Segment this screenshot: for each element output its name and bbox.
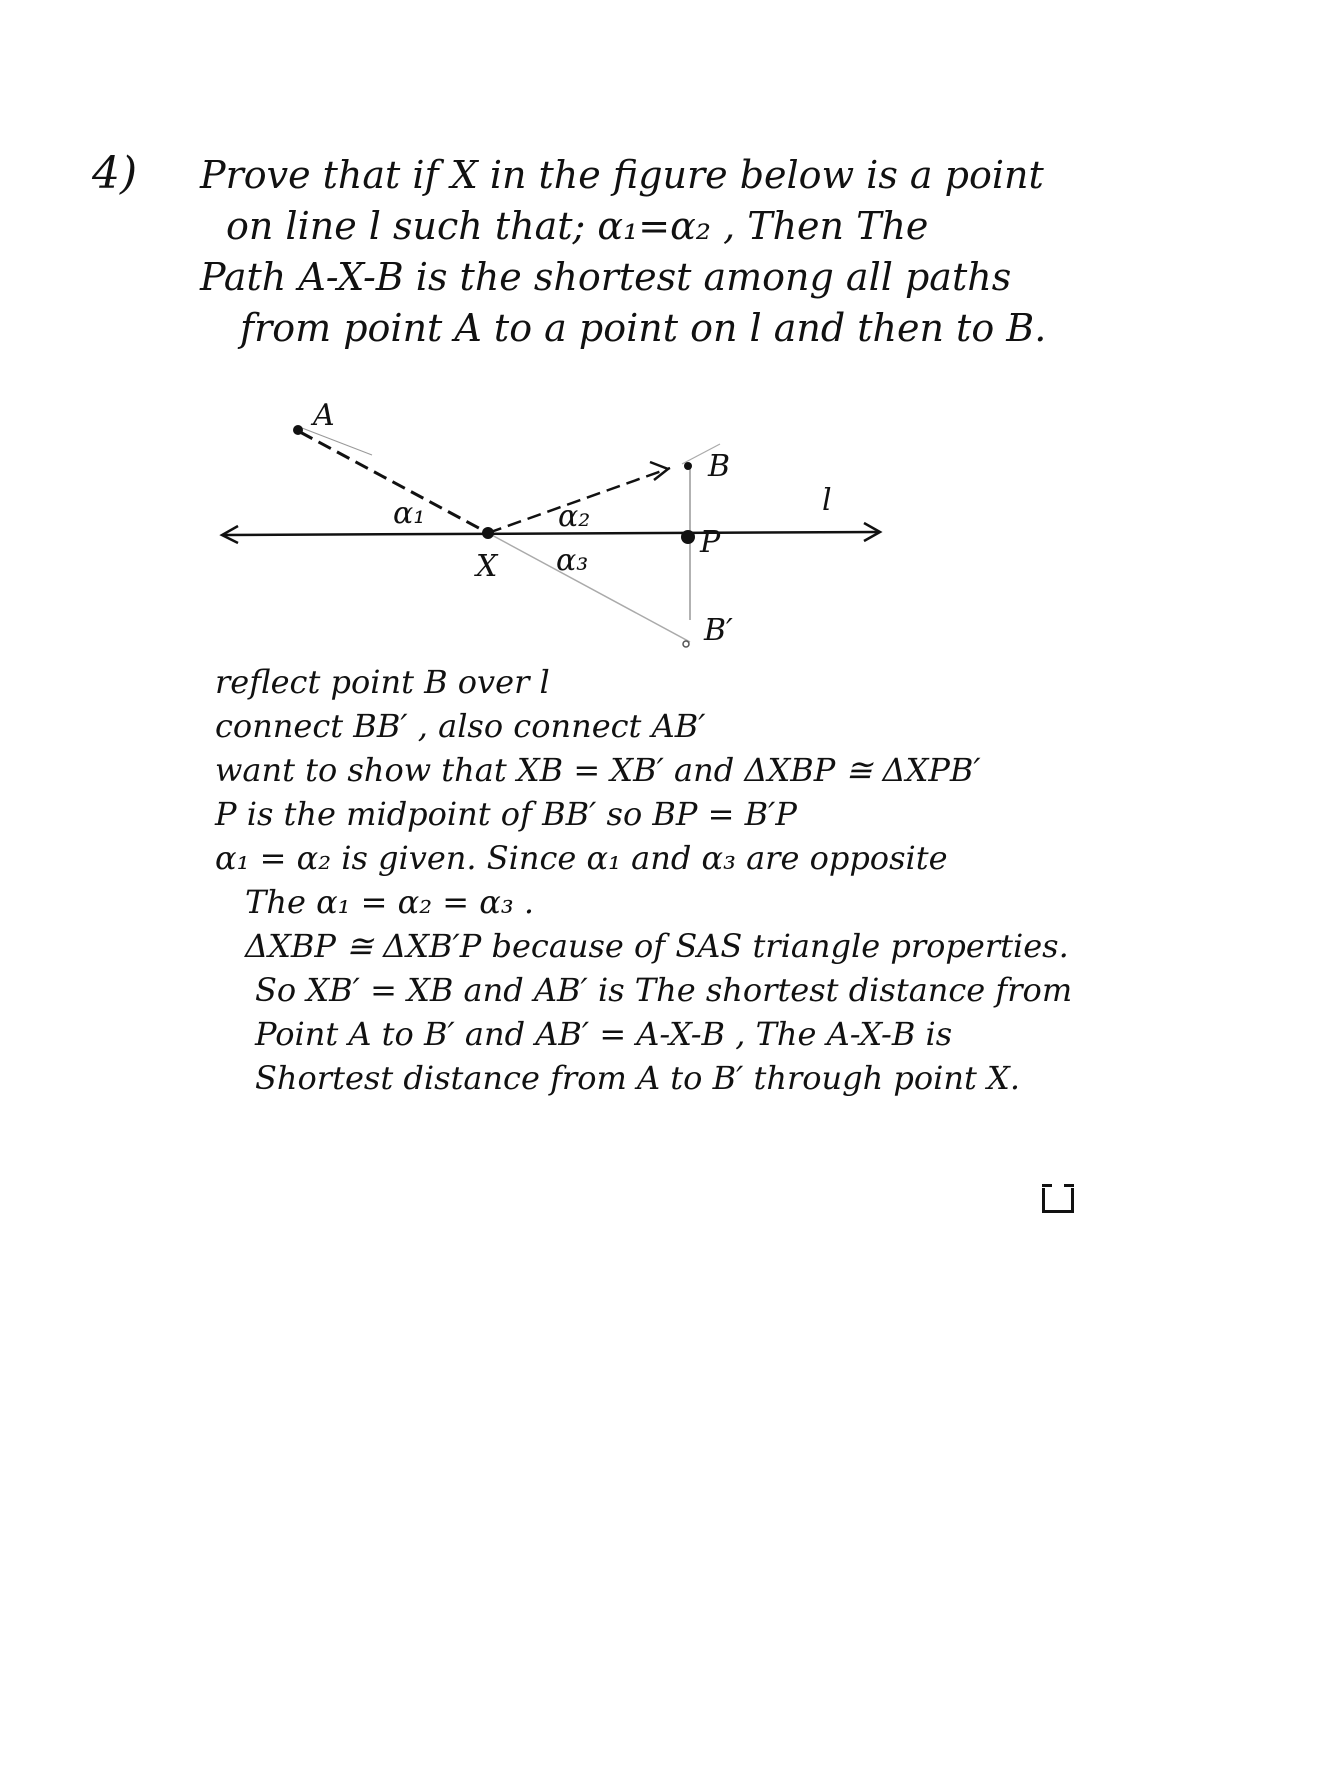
- label-p: P: [700, 525, 721, 560]
- problem-statement: [200, 150, 1160, 354]
- problem-line: Prove that if X in the figure below is a point: [200, 153, 1044, 197]
- qed-symbol: [1042, 1188, 1074, 1213]
- line-l: [222, 532, 880, 535]
- solution-text: [215, 660, 1265, 1100]
- segment-x-b-prime: [488, 533, 690, 642]
- reflection-diagram: [0, 380, 1333, 680]
- solution-line: reflect point B over l: [215, 663, 550, 701]
- label-b-prime: B′: [704, 613, 733, 648]
- problem-number: 4): [92, 148, 138, 199]
- label-alpha-1: α₁: [393, 496, 426, 531]
- solution-line: Point A to B′ and AB′ = A-X-B , The A-X-B is: [255, 1015, 953, 1053]
- point-x: [482, 527, 494, 539]
- point-b-prime: [683, 641, 689, 647]
- point-p: [681, 530, 695, 544]
- solution-line: P is the midpoint of BB′ so BP = B′P: [215, 795, 797, 833]
- problem-line: on line l such that; α₁=α₂ , Then The: [226, 204, 929, 248]
- problem-line: Path A-X-B is the shortest among all paths: [200, 255, 1012, 299]
- problem-line: from point A to a point on l and then to B.: [240, 306, 1047, 350]
- point-b: [684, 462, 692, 470]
- solution-line: The α₁ = α₂ = α₃ .: [245, 883, 535, 921]
- label-alpha-2: α₂: [558, 499, 591, 534]
- label-alpha-3: α₃: [556, 543, 589, 578]
- solution-line: ΔXBP ≅ ΔXB′P because of SAS triangle properties.: [245, 927, 1069, 965]
- solution-line: want to show that XB = XB′ and ΔXBP ≅ ΔXPB′: [215, 751, 981, 789]
- point-a: [293, 425, 303, 435]
- label-line-l: l: [822, 483, 832, 518]
- solution-line: α₁ = α₂ is given. Since α₁ and α₃ are opposite: [215, 839, 948, 877]
- solution-line: Shortest distance from A to B′ through point X.: [255, 1059, 1020, 1097]
- solution-line: So XB′ = XB and AB′ is The shortest distance from: [255, 971, 1073, 1009]
- solution-line: connect BB′ , also connect AB′: [215, 707, 706, 745]
- label-x: X: [476, 549, 498, 584]
- label-b: B: [708, 449, 731, 484]
- label-a: A: [313, 398, 335, 433]
